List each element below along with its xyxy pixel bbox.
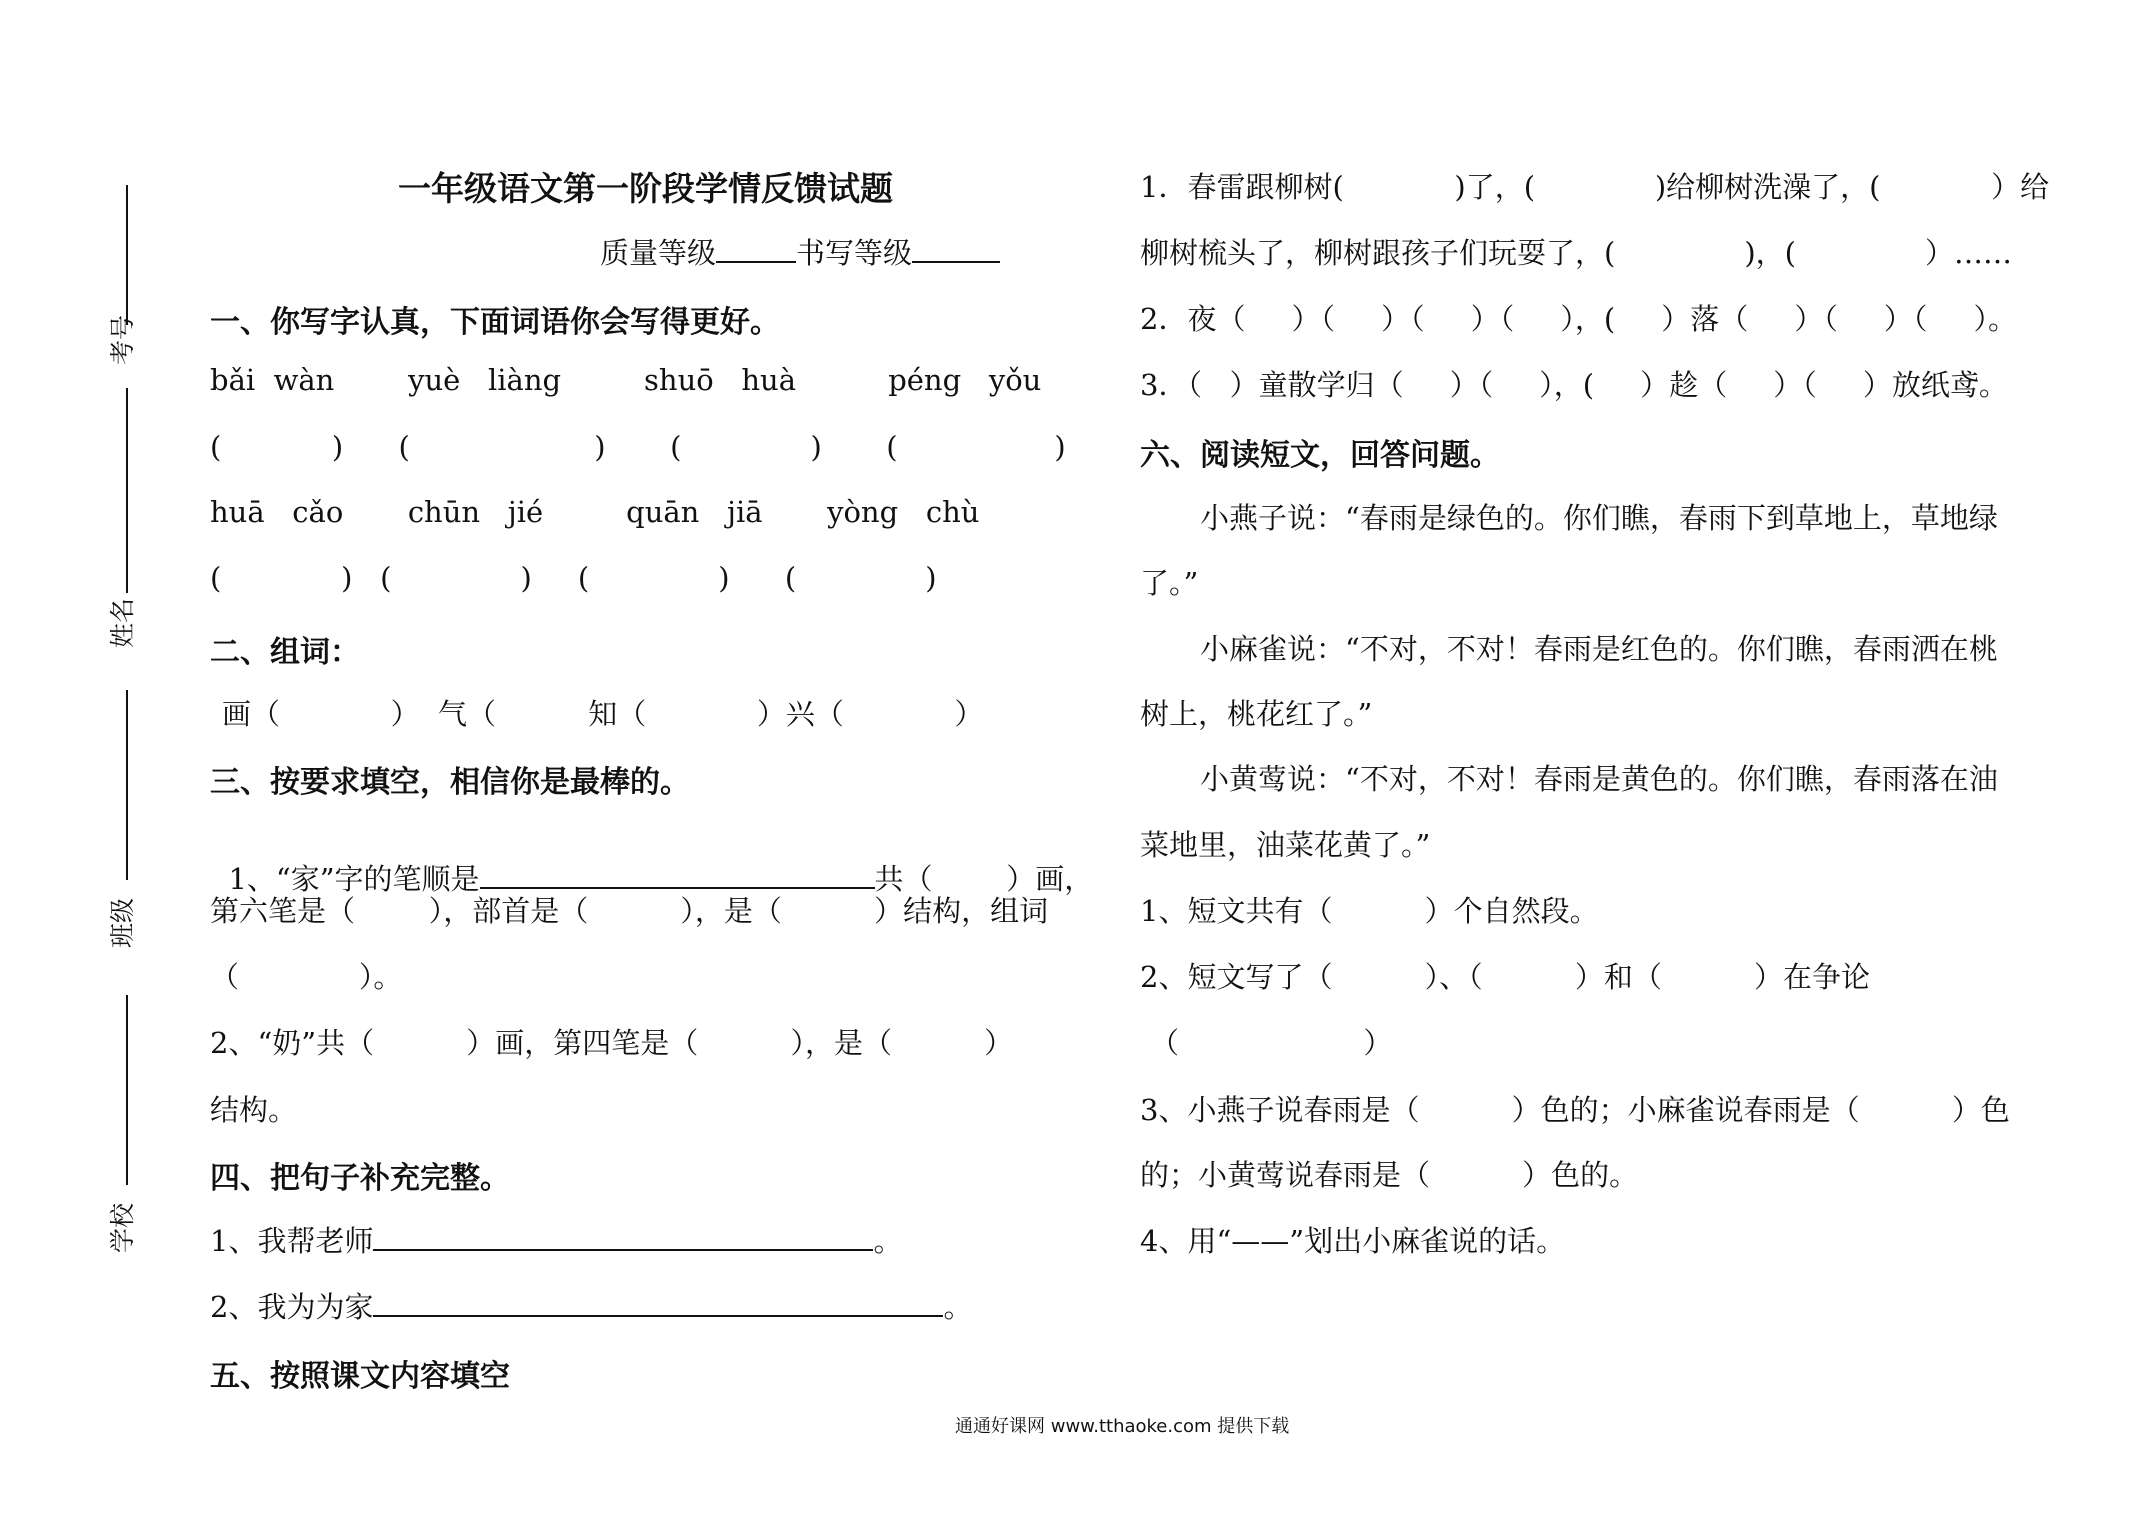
section1-heading: 一、你写字认真，下面词语你会写得更好。: [210, 305, 780, 340]
passage-p1-line1: 小燕子说：“春雨是绿色的。你们瞧，春雨下到草地上，草地绿: [1200, 501, 1998, 535]
q1-stroke-count: 共（ ）画，: [874, 862, 1094, 896]
margin-line-top: [126, 185, 128, 325]
section6-q2-line2: （ ）: [1150, 1026, 1393, 1060]
section5-heading: 五、按照课文内容填空: [210, 1359, 510, 1394]
class-label: 班级: [108, 897, 138, 949]
section5-line3: 2．夜（ ）（ ）（ ）（ ），( ）落（ ）（ ）（ ）。: [1140, 302, 2017, 336]
section4-heading: 四、把句子补充完整。: [210, 1161, 510, 1196]
grade-fields: [600, 231, 1000, 272]
passage-p1-line2: 了。”: [1140, 566, 1199, 600]
pinyin-row-1: bǎi wàn yuè liàng shuō huà péng yǒu: [210, 363, 1042, 397]
section5-line4: 3．（ ）童散学归（ ）（ ），( ）趁（ ）（ ）放纸鸢。: [1140, 368, 2008, 402]
margin-line-3: [126, 690, 128, 880]
section6-q3-line1: 3、小燕子说春雨是（ ）色的；小麻雀说春雨是（ ）色: [1140, 1093, 2010, 1127]
section3-q1-line2: 第六笔是（ ），部首是（ ），是（ ）结构，组词: [210, 894, 1049, 928]
writing-label: 书写等级: [796, 236, 913, 270]
section3-q1-line1: [210, 823, 1093, 898]
section4-q1: [210, 1219, 902, 1260]
section5-line2: 柳树梳头了，柳树跟孩子们玩耍了，( )，( ）……: [1140, 236, 2013, 270]
margin-line-2: [126, 388, 128, 593]
quality-blank[interactable]: [716, 237, 796, 263]
section4-q1-label: 1、我帮老师: [210, 1224, 374, 1258]
section2-heading: 二、组词：: [210, 635, 360, 670]
section4-q2-end: 。: [943, 1290, 973, 1324]
writing-blank[interactable]: [912, 237, 1000, 263]
section6-heading: 六、阅读短文，回答问题。: [1140, 438, 1500, 473]
section5-line1: 1．春雷跟柳树( )了，( )给柳树洗澡了，( ）给: [1140, 170, 2050, 204]
section3-q2-line1: 2、“奶”共（ ）画，第四笔是（ ），是（ ）: [210, 1026, 1014, 1060]
q1-stroke-order-label: 1、“家”字的笔顺是: [228, 862, 480, 896]
blank-row-2: ( ) ( ) ( ) ( ): [210, 561, 937, 595]
section6-q4: 4、用“——”划出小麻雀说的话。: [1140, 1224, 1566, 1258]
name-label: 姓名: [108, 597, 138, 649]
quality-label: 质量等级: [600, 236, 717, 270]
section4-q2-label: 2、我为为家: [210, 1290, 374, 1324]
passage-p3-line1: 小黄莺说：“不对，不对！春雨是黄色的。你们瞧，春雨落在油: [1200, 762, 1998, 796]
passage-p3-line2: 菜地里，油菜花黄了。”: [1140, 828, 1431, 862]
section3-q2-line2: 结构。: [210, 1093, 298, 1127]
section3-q1-line3: （ ）。: [210, 960, 403, 994]
section6-q3-line2: 的；小黄莺说春雨是（ ）色的。: [1140, 1158, 1639, 1192]
school-label: 学校: [108, 1202, 138, 1254]
page-title: 一年级语文第一阶段学情反馈试题: [398, 169, 893, 208]
section4-q2-blank[interactable]: [373, 1291, 943, 1317]
section2-line: 画（ ） 气（ 知（ ）兴（ ）: [222, 697, 984, 731]
exam-no-label: 考号: [108, 314, 138, 366]
passage-p2-line2: 树上，桃花红了。”: [1140, 697, 1373, 731]
blank-row-1: ( ) ( ) ( ) ( ): [210, 430, 1066, 464]
section6-q1: 1、短文共有（ ）个自然段。: [1140, 894, 1599, 928]
section4-q2: [210, 1285, 972, 1326]
footer-credit: 通通好课网 www.tthaoke.com 提供下载: [955, 1416, 1290, 1437]
stroke-order-blank[interactable]: [480, 863, 875, 889]
pinyin-row-2: huā cǎo chūn jié quān jiā yòng chù: [210, 495, 980, 529]
passage-p2-line1: 小麻雀说：“不对，不对！春雨是红色的。你们瞧，春雨洒在桃: [1200, 632, 1998, 666]
section4-q1-blank[interactable]: [373, 1225, 873, 1251]
margin-line-4: [126, 995, 128, 1185]
section3-heading: 三、按要求填空，相信你是最棒的。: [210, 765, 690, 800]
section4-q1-end: 。: [873, 1224, 903, 1258]
section6-q2-line1: 2、短文写了（ ）、（ ）和（ ）在争论: [1140, 960, 1870, 994]
